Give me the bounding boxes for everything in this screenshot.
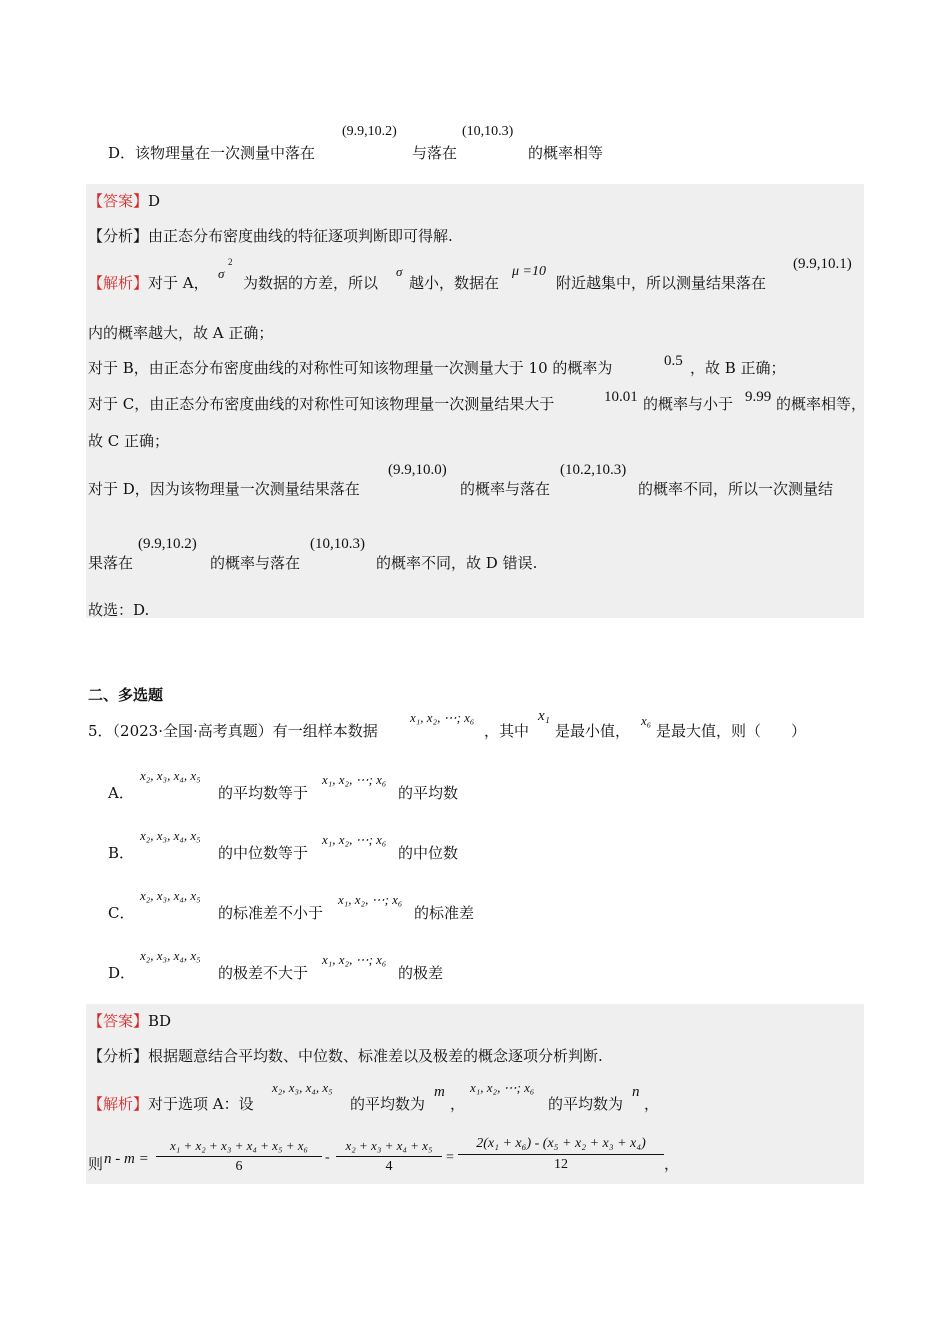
solution-text: ， [664, 1155, 680, 1173]
subset-expression: x₂, x₃, x₄, x₅ [140, 888, 201, 903]
option-text: 的极差 [398, 964, 444, 982]
sigma-symbol: σ [396, 264, 403, 279]
option-text: 的标准差不小于 [218, 904, 324, 922]
subset-expression: x₂, x₃, x₄, x₅ [140, 948, 201, 963]
option-text: 的标准差 [414, 904, 475, 922]
fraction-2 [336, 1138, 442, 1175]
sample-set: x₁, x₂, ⋯; x₆ [338, 892, 403, 907]
subset-expression: x₂, x₃, x₄, x₅ [272, 1080, 333, 1095]
answer-tag: 【答案】 [88, 192, 149, 210]
subset-expression: x₂, x₃, x₄, x₅ [140, 768, 201, 783]
solution-line-1 [88, 272, 209, 293]
option-label: D． [108, 144, 136, 162]
option-label: C． [108, 904, 135, 922]
solution-text: 的平均数为 [350, 1095, 426, 1113]
interval: (9.9,10.2) [342, 124, 397, 139]
solution-text: 的概率相等， [776, 395, 867, 413]
fraction-bar [458, 1154, 664, 1155]
interval: (9.9,10.0) [388, 462, 447, 478]
answer-line [88, 190, 160, 211]
section-title: 二、多选题 [88, 686, 164, 704]
solution-text: ，故 B 正确； [690, 359, 786, 377]
option-text: 的概率相等 [528, 144, 604, 162]
solution-text: 对于 A， [148, 274, 209, 292]
sample-set: x₁, x₂, ⋯; x₆ [322, 832, 387, 847]
solution-text: 越小，数据在 [409, 274, 500, 292]
sample-set: x₁, x₂, ⋯; x₆ [322, 952, 387, 967]
denominator: 12 [554, 1157, 568, 1172]
q5-stem-text: ，其中 [484, 722, 530, 740]
option-text: 的中位数等于 [218, 844, 309, 862]
answer-tag: 【答案】 [88, 1012, 149, 1030]
sample-set: x₁, x₂, ⋯; x₆ [470, 1080, 535, 1095]
subset-expression: x₂, x₃, x₄, x₅ [140, 828, 201, 843]
q4-option-d [108, 142, 315, 163]
interval: (9.9,10.2) [138, 536, 197, 552]
fraction-1 [156, 1138, 322, 1175]
denominator: 4 [385, 1159, 393, 1174]
analysis-tag: 【分析】 [88, 1047, 149, 1065]
analysis-line [88, 1045, 603, 1066]
solution-text: 的概率与小于 [643, 395, 734, 413]
minus-sign: - [325, 1150, 330, 1165]
solution-text: 的概率不同，所以一次测量结 [638, 480, 834, 498]
n-symbol: n [632, 1084, 640, 1100]
value: 0.5 [664, 353, 683, 369]
analysis-text: 根据题意结合平均数、中位数、标准差以及极差的概念逐项分析判断. [148, 1047, 603, 1065]
lhs-expression: n - m = [104, 1151, 149, 1167]
solution-line-3 [88, 357, 612, 378]
solution-line-5: 故 C 正确； [88, 432, 170, 450]
option-text: 与落在 [412, 144, 458, 162]
analysis-text: 由正态分布密度曲线的特征逐项判断即可得解. [148, 227, 453, 245]
solution-line-7: 果落在 [88, 554, 134, 572]
answer-line [88, 1010, 171, 1031]
interval: (10,10.3) [462, 124, 514, 139]
solution-line-6: 对于 D，因为该物理量一次测量结果落在 [88, 480, 360, 498]
value: 10.01 [604, 389, 638, 405]
solution-line-8: 故选：D. [88, 601, 150, 619]
solution-text: 对于 B，由正态分布密度曲线的对称性可知该物理量一次测量大于 10 的概率为 [88, 359, 613, 377]
fraction-bar [156, 1156, 322, 1157]
option-text: 的平均数等于 [218, 784, 309, 802]
sigma-symbol: σ [218, 266, 225, 281]
option-label: D． [108, 964, 136, 982]
analysis-line [88, 225, 453, 246]
superscript: 2 [228, 257, 233, 267]
numerator: x₁ + x₂ + x₃ + x₄ + x₅ + x₆ [169, 1138, 309, 1153]
solution-text: 的概率不同，故 D 错误. [376, 554, 538, 572]
option-text: 该物理量在一次测量中落在 [135, 144, 316, 162]
answer-value: BD [148, 1012, 172, 1030]
interval: (10,10.3) [310, 536, 365, 552]
solution-tag: 【解析】 [88, 274, 149, 292]
option-text: 的中位数 [398, 844, 459, 862]
solution-text: 的平均数为 [548, 1095, 624, 1113]
solution-text: ， [450, 1095, 466, 1113]
fraction-bar [336, 1156, 442, 1157]
solution-text: 的概率与落在 [460, 480, 551, 498]
solution-text: 对于选项 A：设 [148, 1095, 254, 1113]
solution-text: 附近越集中，所以测量结果落在 [556, 274, 767, 292]
analysis-tag: 【分析】 [88, 227, 149, 245]
x1-symbol: x₁ [538, 708, 550, 724]
equals-sign: = [446, 1150, 454, 1165]
mu-expression: μ =10 [512, 264, 546, 279]
interval: (9.9,10.1) [793, 256, 852, 272]
x6-symbol: x₆ [641, 713, 652, 728]
answer-value: D [148, 192, 161, 210]
option-text: 的平均数 [398, 784, 459, 802]
solution-text: 为数据的方差，所以 [243, 274, 379, 292]
sample-set: x₁, x₂, ⋯; x₆ [410, 710, 475, 725]
solution-line-4: 对于 C，由正态分布密度曲线的对称性可知该物理量一次测量结果大于 [88, 395, 555, 413]
solution-text: 的概率与落在 [210, 554, 301, 572]
solution-line-2: 内的概率越大，故 A 正确； [88, 324, 274, 342]
option-text: 的极差不大于 [218, 964, 309, 982]
solution-text: 则 [88, 1155, 104, 1173]
value: 9.99 [745, 389, 772, 405]
sample-set: x₁, x₂, ⋯; x₆ [322, 772, 387, 787]
numerator: x₂ + x₃ + x₄ + x₅ [345, 1138, 433, 1153]
option-label: A． [108, 784, 134, 802]
fraction-3 [458, 1136, 664, 1173]
solution-line-1 [88, 1093, 254, 1114]
q5-stem-text: 是最大值，则（ ） [656, 722, 807, 740]
q5-stem-text: 是最小值， [555, 722, 631, 740]
q5-stem: 5．（2023·全国·高考真题）有一组样本数据 [88, 722, 378, 740]
interval: (10.2,10.3) [560, 462, 627, 478]
numerator: 2(x₁ + x₆) - (x₅ + x₂ + x₃ + x₄) [476, 1136, 646, 1151]
solution-text: ， [644, 1095, 660, 1113]
option-label: B． [108, 844, 135, 862]
solution-tag: 【解析】 [88, 1095, 149, 1113]
denominator: 6 [235, 1159, 243, 1174]
m-symbol: m [434, 1084, 445, 1100]
